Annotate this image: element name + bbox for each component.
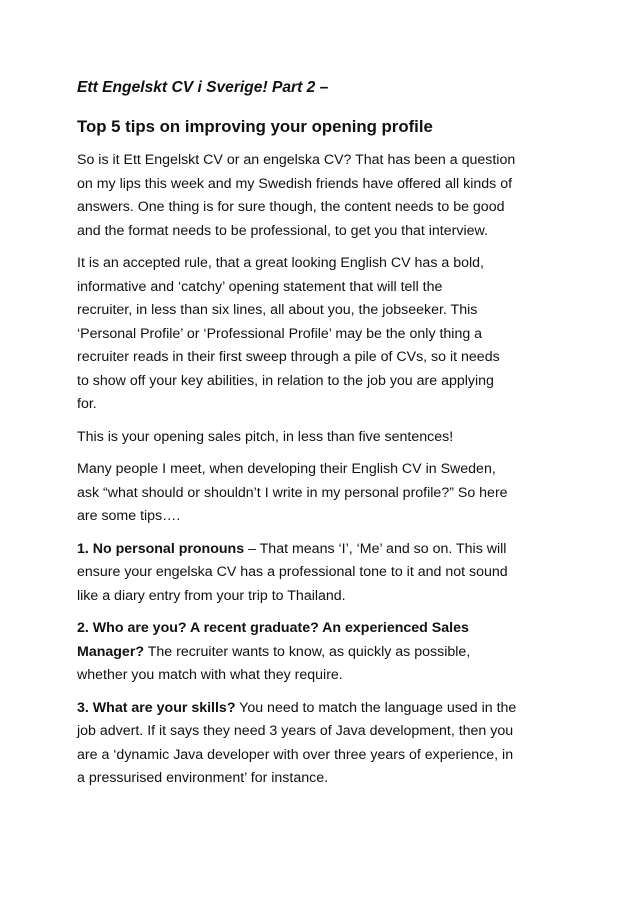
- tip-line: [77, 641, 567, 665]
- paragraph-line: answers. One thing is for sure though, the content needs to be good: [77, 199, 505, 215]
- paragraph-many-people: [77, 458, 567, 529]
- tip-2: [77, 617, 567, 688]
- tip-line: job advert. If it says they need 3 years of Java development, then you: [77, 723, 514, 739]
- tip-line: [77, 538, 567, 562]
- tip-line: [77, 697, 567, 721]
- paragraph-line: recruiter reads in their first sweep through a pile of CVs, so it needs: [77, 349, 500, 365]
- paragraph-line: It is an accepted rule, that a great looking English CV has a bold,: [77, 255, 484, 271]
- tip-heading-cont: Manager?: [77, 643, 145, 660]
- tip-line: like a diary entry from your trip to Thailand.: [77, 587, 346, 604]
- tip-text: You need to match the language used in the: [235, 699, 517, 716]
- tip-heading: 1. No personal pronouns: [77, 540, 245, 557]
- tip-3: [77, 697, 567, 791]
- tip-line: ensure your engelska CV has a professional tone to it and not sound: [77, 564, 508, 580]
- paragraph-line: for.: [77, 396, 97, 412]
- tip-line: a pressurised environment’ for instance.: [77, 770, 329, 786]
- tip-heading: 2. Who are you? A recent graduate? An experienced Sales: [77, 620, 469, 636]
- paragraph-line: ask “what should or shouldn’t I write in my personal profile?” So here: [77, 484, 508, 501]
- paragraph-line: So is it Ett Engelskt CV or an engelska CV? That has been a question: [77, 152, 516, 168]
- paragraph-line: informative and ‘catchy’ opening statement that will tell the: [77, 278, 443, 295]
- paragraph-line: Many people I meet, when developing their English CV in Sweden,: [77, 461, 496, 477]
- document-page: [77, 78, 567, 800]
- tip-text: – That means ‘I’, ‘Me’ and so on. This will: [244, 540, 507, 557]
- tip-heading: 3. What are your skills?: [77, 699, 236, 716]
- document-subtitle: Top 5 tips on improving your opening profile: [77, 117, 433, 136]
- tip-1: [77, 538, 567, 609]
- tip-line: whether you match with what they require.: [77, 667, 343, 683]
- paragraph-line: to show off your key abilities, in relation to the job you are applying: [77, 372, 494, 389]
- tip-line: are a ‘dynamic Java developer with over three years of experience, in: [77, 746, 514, 763]
- paragraph-sales-pitch: [77, 426, 567, 450]
- paragraph-line: and the format needs to be professional, to get you that interview.: [77, 222, 488, 239]
- paragraph-intro: [77, 149, 567, 243]
- document-title: Ett Engelskt CV i Sverige! Part 2 –: [77, 79, 329, 96]
- paragraph-line: ‘Personal Profile’ or ‘Professional Profile’ may be the only thing a: [77, 325, 483, 342]
- paragraph-accepted-rule: [77, 252, 567, 417]
- paragraph-line: are some tips….: [77, 508, 181, 524]
- paragraph-line: This is your opening sales pitch, in less than five sentences!: [77, 428, 454, 445]
- tip-text: The recruiter wants to know, as quickly as possible,: [144, 643, 471, 660]
- paragraph-line: recruiter, in less than six lines, all about you, the jobseeker. This: [77, 302, 478, 318]
- paragraph-line: on my lips this week and my Swedish friends have offered all kinds of: [77, 175, 513, 192]
